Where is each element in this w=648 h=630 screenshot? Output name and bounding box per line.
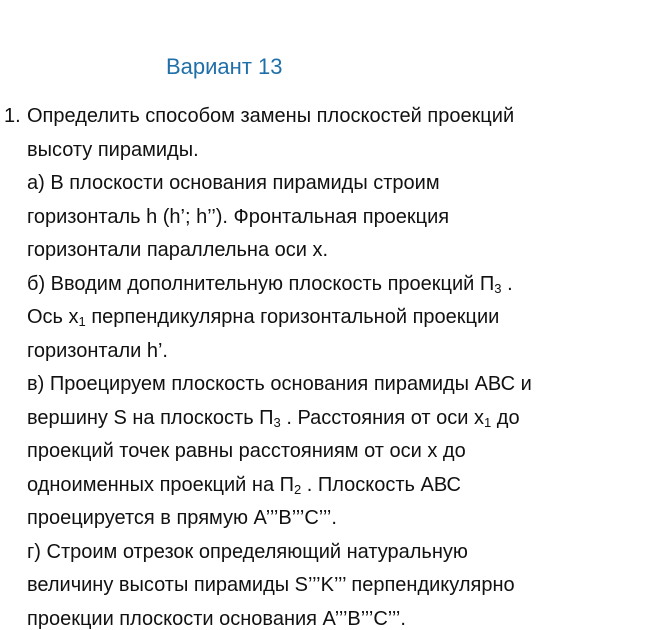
text-line-content: проекции плоскости основания А’’’В’’’С’’’. [27,607,406,630]
item-number: 1. [4,105,21,127]
text-line-content: проецируется в прямую А’’’В’’’С’’’. [27,507,337,529]
text-line-content: б) Вводим дополнительную плоскость проекций $П_3$ . [27,272,513,296]
text-line-content: горизонталь h (h’; h’’). Фронтальная проекция [27,205,450,228]
subscript: 1 [484,414,492,430]
subscript: 3 [494,280,502,296]
text-line-content: одноименных проекций на $П_2$ . Плоскость АВС [27,473,461,497]
subscript: 1 [78,314,86,329]
text-line-content: а) В плоскости основания пирамиды строим [27,172,440,194]
text-line-content: Ось $х_1$ перпендикулярна горизонтальной проекции [27,306,500,329]
text-line-content: горизонтали параллельна оси х. [27,239,329,261]
text-line-content: Определить способом замены плоскостей проекций [27,105,515,127]
text-line-content: высоту пирамиды. [27,138,199,161]
text-line-content: г) Строим отрезок определяющий натуральную [27,540,468,563]
text-line-content: горизонтали h’. [27,339,168,362]
variant-title: Вариант 13 [166,54,283,79]
subscript: 3 [273,414,281,430]
text-line-content: вершину S на плоскость $П_3$ . Расстояния от оси $х_1$ до [27,406,520,430]
text-line-content: в) Проецируем плоскость основания пирамиды АВС и [27,373,532,395]
text-line-content: проекций точек равны расстояниям от оси х до [27,440,466,462]
subscript: 2 [294,481,302,497]
text-line-content: величину высоты пирамиды S’’’K’’’ перпендикулярно [27,574,515,596]
